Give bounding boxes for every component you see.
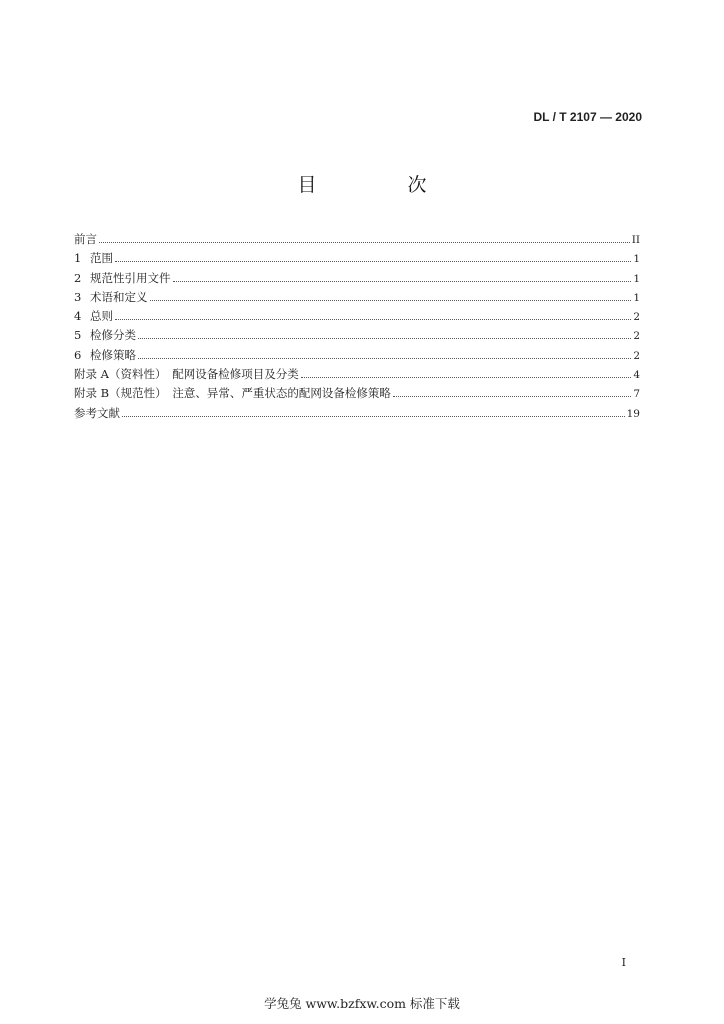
page-title: 目 次	[297, 174, 463, 196]
toc-leader-dots	[115, 318, 631, 320]
toc-section-number: 2	[74, 270, 82, 285]
toc-page-number: 1	[633, 272, 640, 285]
toc-section-number: 1	[74, 251, 82, 266]
toc-page-number: 2	[633, 349, 640, 362]
toc-entry[interactable]	[74, 288, 640, 307]
toc-entry[interactable]	[74, 384, 640, 403]
toc-page-number: 19	[626, 407, 640, 420]
toc-entry[interactable]	[74, 404, 640, 423]
toc-entry[interactable]	[74, 365, 640, 384]
toc-leader-dots	[173, 280, 632, 282]
toc-leader-dots	[115, 260, 631, 262]
toc-leader-dots	[301, 376, 632, 378]
page-number: I	[621, 956, 626, 969]
toc-page-number: 1	[633, 253, 640, 266]
toc-entry[interactable]	[74, 326, 640, 345]
toc-label: 检修分类	[90, 328, 136, 343]
footer-watermark-text: 学兔兔 www.bzfxw.com 标准下载	[264, 996, 460, 1011]
toc-page-number: 7	[633, 388, 640, 401]
toc-leader-dots	[393, 395, 631, 397]
toc-section-number: 3	[74, 289, 82, 304]
toc-leader-dots	[138, 357, 631, 359]
toc-label: 总则	[90, 309, 113, 324]
toc-label: 参考文献	[74, 405, 120, 420]
toc-label: 规范性引用文件	[90, 270, 171, 285]
toc-section-number: 5	[74, 328, 82, 343]
toc-label: 检修策略	[90, 347, 136, 362]
toc-entry[interactable]	[74, 249, 640, 268]
toc-label: 术语和定义	[90, 289, 148, 304]
toc-page-number: 1	[633, 291, 640, 304]
toc-leader-dots	[99, 241, 630, 243]
standard-number: DL / T 2107 — 2020	[533, 110, 642, 124]
toc-label: 附录 B（规范性） 注意、异常、严重状态的配网设备检修策略	[74, 386, 391, 401]
toc-page-number: 4	[633, 369, 640, 382]
toc-entry[interactable]	[74, 230, 640, 249]
toc-leader-dots	[138, 337, 631, 339]
toc-leader-dots	[122, 415, 625, 417]
table-of-contents	[74, 230, 640, 423]
toc-entry[interactable]	[74, 269, 640, 288]
toc-entry[interactable]	[74, 307, 640, 326]
toc-section-number: 6	[74, 347, 82, 362]
toc-label: 附录 A（资料性） 配网设备检修项目及分类	[74, 367, 299, 382]
toc-leader-dots	[150, 299, 632, 301]
toc-entry[interactable]	[74, 346, 640, 365]
toc-page-number: 2	[633, 311, 640, 324]
toc-label: 前言	[74, 232, 97, 246]
toc-page-number: 2	[633, 330, 640, 343]
toc-page-number: II	[631, 234, 640, 246]
toc-label: 范围	[90, 251, 113, 266]
toc-section-number: 4	[74, 309, 82, 324]
